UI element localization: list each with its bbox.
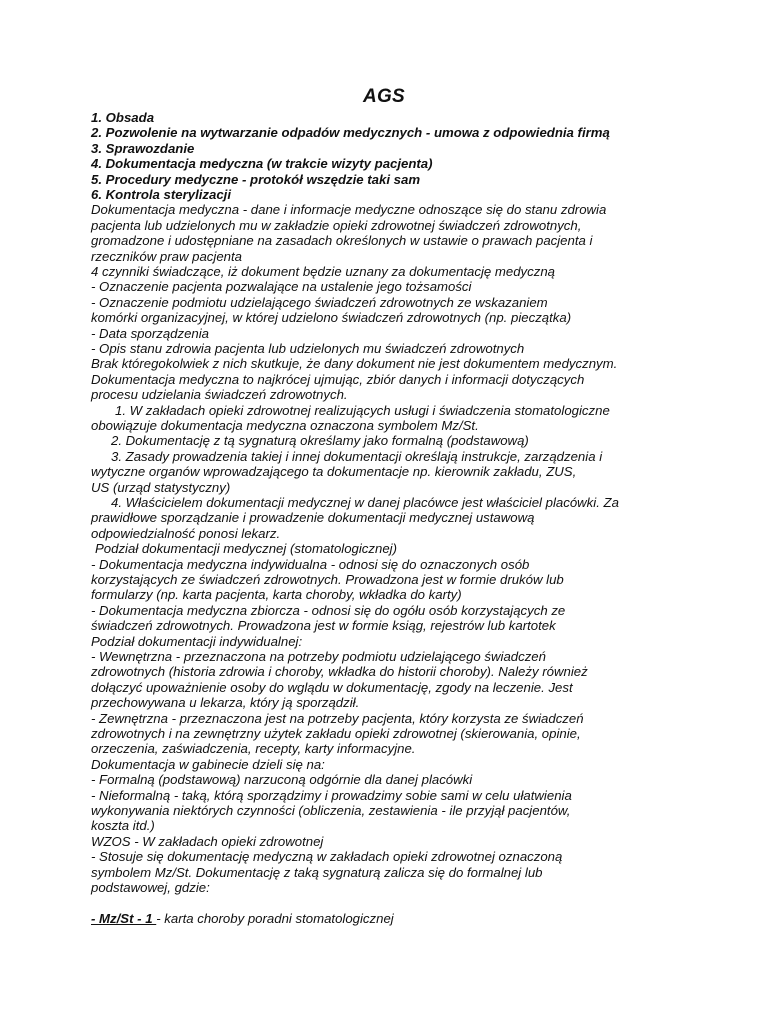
text-line: - Oznaczenie pacjenta pozwalające na ustalenie jego tożsamości <box>91 279 472 295</box>
last-line <box>91 911 394 926</box>
numbered-item-3: 3. Zasady prowadzenia takiej i innej dokumentacji określają instrukcje, zarządzenia i <box>111 448 603 464</box>
text-line: - Wewnętrzna - przeznaczona na potrzeby podmiotu udzielającego świadczeń <box>91 649 546 664</box>
text-line: procesu udzielania świadczeń zdrowotnych. <box>91 387 348 403</box>
text-line: Dokumentacja medyczna to najkrócej ujmując, zbiór danych i informacji dotyczących <box>91 371 585 387</box>
text-line: Dokumentacja medyczna - dane i informacje medyczne odnoszące się do stanu zdrowia <box>91 202 607 218</box>
text-line: - Nieformalną - taką, którą sporządzimy i prowadzimy sobie sami w celu ułatwienia <box>91 787 572 803</box>
section-heading: Podział dokumentacji medycznej (stomatologicznej) <box>95 541 397 557</box>
text-line: korzystających ze świadczeń zdrowotnych. Prowadzona jest w formie druków lub <box>91 572 564 587</box>
text-line: wykonywania niektórych czynności (obliczenia, zestawienia - ile przyjął pacjentów, <box>91 803 571 818</box>
toc-item-1: 1. Obsada <box>91 110 155 125</box>
text-line: odpowiedzialność ponosi lekarz. <box>91 525 281 541</box>
text-line: orzeczenia, zaświadczenia, recepty, karty informacyjne. <box>91 741 416 757</box>
text-line: formularzy (np. karta pacjenta, karta choroby, wkładka do karty) <box>91 587 462 603</box>
text-line: - Oznaczenie podmiotu udzielającego świadczeń zdrowotnych ze wskazaniem <box>91 294 548 310</box>
text-line: komórki organizacyjnej, w której udzielono świadczeń zdrowotnych (np. pieczątka) <box>91 310 572 326</box>
document-code: - Mz/St - 1 <box>91 910 157 926</box>
numbered-item-2: 2. Dokumentację z tą sygnaturą określamy jako formalną (podstawową) <box>111 433 529 449</box>
document-title: AGS <box>362 86 406 107</box>
text-line: wytyczne organów wprowadzającego ta dokumentacje np. kierownik zakładu, ZUS, <box>91 464 577 480</box>
numbered-item-4: 4. Właścicielem dokumentacji medycznej w danej placówce jest właściciel placówki. Za <box>111 495 619 510</box>
text-line: zdrowotnych (historia zdrowia i choroby, wkładka do historii choroby). Należy również <box>91 664 588 680</box>
toc-item-5: 5. Procedury medyczne - protokół wszędzie taki sam <box>91 171 421 187</box>
section-heading: WZOS - W zakładach opieki zdrowotnej <box>91 833 324 849</box>
text-line: 4 czynniki świadczące, iż dokument będzie uznany za dokumentację medyczną <box>91 264 556 279</box>
toc-item-3: 3. Sprawozdanie <box>91 140 195 156</box>
text-line: symbolem Mz/St. Dokumentację z taką sygnaturą zalicza się do formalnej lub <box>91 864 543 880</box>
text-line: - Dokumentacja medyczna indywidualna - odnosi się do oznaczonych osób <box>91 556 530 572</box>
text-line: - Formalną (podstawową) narzuconą odgórnie dla danej placówki <box>91 772 473 788</box>
text-line: - Data sporządzenia <box>91 325 210 341</box>
text-line: dołączyć upoważnienie osoby do wglądu w dokumentację, zgody na leczenie. Jest <box>91 679 573 695</box>
text-line: - Zewnętrzna - przeznaczona jest na potrzeby pacjenta, który korzysta ze świadczeń <box>91 710 584 726</box>
text-line: prawidłowe sporządzanie i prowadzenie dokumentacji medycznej ustawową <box>91 510 535 526</box>
section-heading: Dokumentacja w gabinecie dzieli się na: <box>91 756 325 772</box>
text-line: podstawowej, gdzie: <box>91 880 210 895</box>
text-line: - Dokumentacja medyczna zbiorcza - odnosi się do ogółu osób korzystających ze <box>91 602 566 618</box>
document-code-description: - karta choroby poradni stomatologicznej <box>156 910 394 926</box>
toc-item-4: 4. Dokumentacja medyczna (w trakcie wizyty pacjenta) <box>91 156 433 172</box>
text-line: przechowywana u lekarza, który ją sporządził. <box>91 695 360 711</box>
text-line: świadczeń zdrowotnych. Prowadzona jest w formie ksiąg, rejestrów lub kartotek <box>91 618 556 634</box>
text-line: US (urząd statystyczny) <box>91 479 231 495</box>
toc-item-2: 2. Pozwolenie na wytwarzanie odpadów medycznych - umowa z odpowiednia firmą <box>91 125 610 141</box>
text-line: rzeczników praw pacjenta <box>91 248 242 264</box>
text-line: obowiązuje dokumentacja medyczna oznaczona symbolem Mz/St. <box>91 418 479 433</box>
text-line: Brak któregokolwiek z nich skutkuje, że dany dokument nie jest dokumentem medycznym. <box>91 356 618 372</box>
text-line: zdrowotnych i na zewnętrzny użytek zakładu opieki zdrowotnej (skierowania, opinie, <box>91 726 581 741</box>
numbered-item-1: 1. W zakładach opieki zdrowotnej realizujących usługi i świadczenia stomatologiczne <box>115 402 610 418</box>
text-line: pacjenta lub udzielonych mu w zakładzie opieki zdrowotnej świadczeń zdrowotnych, <box>91 217 582 233</box>
toc-item-6: 6. Kontrola sterylizacji <box>91 187 231 202</box>
section-heading: Podział dokumentacji indywidualnej: <box>91 633 303 649</box>
text-line: koszta itd.) <box>91 818 155 834</box>
text-line: - Stosuje się dokumentację medyczną w zakładach opieki zdrowotnej oznaczoną <box>91 849 563 865</box>
text-line: - Opis stanu zdrowia pacjenta lub udzielonych mu świadczeń zdrowotnych <box>91 341 525 356</box>
text-line: gromadzone i udostępniane na zasadach określonych w ustawie o prawach pacjenta i <box>91 233 593 249</box>
